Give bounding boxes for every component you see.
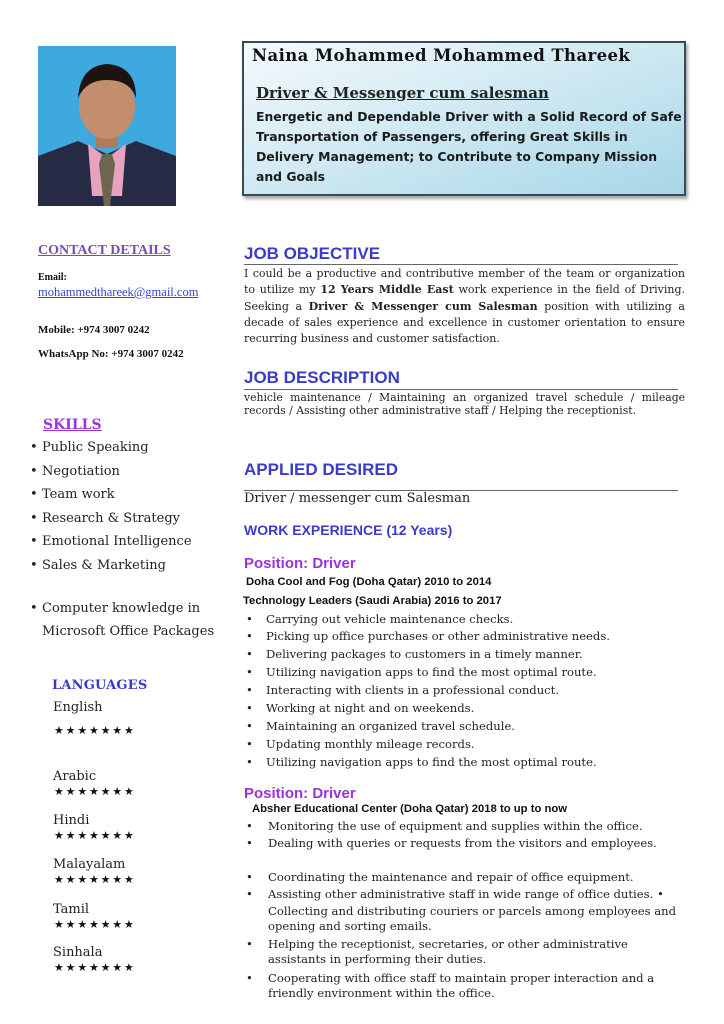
- bullet-icon: •: [246, 683, 253, 697]
- languages-heading: LANGUAGES: [52, 678, 148, 693]
- skill-item: • Negotiation: [30, 464, 120, 479]
- candidate-name: Naina Mohammed Mohammed Thareek: [252, 46, 631, 65]
- skill-item: • Computer knowledge in: [30, 601, 201, 616]
- profile-photo: [38, 46, 176, 206]
- skills-heading: SKILLS: [43, 417, 102, 433]
- job-description-text: vehicle maintenance / Maintaining an organized travel schedule / mileage records / Assisting other administrative staff / Helping the receptionist.: [244, 391, 685, 417]
- skill-item: • Research & Strategy: [30, 511, 180, 526]
- bullet-icon: •: [246, 719, 253, 733]
- position-title: Position: Driver: [244, 785, 356, 802]
- mobile-number: Mobile: +974 3007 0242: [38, 324, 150, 336]
- bullet-icon: •: [30, 487, 38, 502]
- duty-item: • Interacting with clients in a professional conduct.: [246, 683, 560, 697]
- section-divider: [244, 389, 678, 390]
- duty-item: • Helping the receptionist, secretaries, or other administrative assistants in performing their duties.: [246, 937, 628, 966]
- skill-item: • Emotional Intelligence: [30, 534, 192, 549]
- job-objective-heading: JOB OBJECTIVE: [244, 244, 381, 263]
- duty-item: • Coordinating the maintenance and repair of office equipment.: [246, 870, 634, 884]
- bullet-icon: •: [30, 601, 38, 616]
- language-name: Tamil: [53, 902, 90, 917]
- section-divider: [244, 264, 678, 265]
- bullet-icon: •: [246, 870, 253, 884]
- star-rating-icon: ★★★★★★★: [54, 918, 136, 931]
- duty-item: • Working at night and on weekends.: [246, 701, 475, 715]
- language-name: English: [53, 700, 103, 715]
- bullet-icon: •: [246, 737, 253, 751]
- contact-details-heading: CONTACT DETAILS: [38, 243, 171, 258]
- bullet-icon: •: [246, 887, 253, 901]
- duty-item: Collecting and distributing couriers or parcels among employees and opening and sorting emails.: [268, 904, 677, 933]
- skill-item: • Team work: [30, 487, 115, 502]
- portrait-image: [38, 46, 176, 206]
- bullet-icon: •: [30, 464, 38, 479]
- bullet-icon: •: [246, 629, 253, 643]
- star-rating-icon: ★★★★★★★: [54, 785, 136, 798]
- bullet-icon: •: [246, 701, 253, 715]
- language-name: Sinhala: [53, 945, 103, 960]
- duty-item: • Picking up office purchases or other administrative needs.: [246, 629, 610, 643]
- duty-item: • Delivering packages to customers in a timely manner.: [246, 647, 583, 661]
- duty-item: • Utilizing navigation apps to find the most optimal route.: [246, 755, 597, 769]
- duty-item: • Dealing with queries or requests from the visitors and employees.: [246, 836, 657, 850]
- star-rating-icon: ★★★★★★★: [54, 961, 136, 974]
- skill-item-continued: Microsoft Office Packages: [42, 624, 215, 639]
- skill-item: • Public Speaking: [30, 440, 149, 455]
- bullet-icon: •: [246, 819, 253, 833]
- star-rating-icon: ★★★★★★★: [54, 873, 136, 886]
- duty-item: • Carrying out vehicle maintenance checks.: [246, 612, 514, 626]
- duty-item: • Assisting other administrative staff in wide range of office duties. •: [246, 887, 664, 901]
- bullet-icon: •: [246, 665, 253, 679]
- job-objective-text: I could be a productive and contributive member of the team or organization to utilize my 12 Years Middle East work experience in the field of Driving. Seeking a Driver & Messenger cum Salesman position with utilizing a decade of sales experience and excellence in customer orientation to ensure recurring business and customer satisfaction.: [244, 267, 685, 346]
- whatsapp-number: WhatsApp No: +974 3007 0242: [38, 348, 184, 360]
- bullet-icon: •: [246, 937, 253, 951]
- duty-item: • Monitoring the use of equipment and supplies within the office.: [246, 819, 643, 833]
- bullet-icon: •: [246, 755, 253, 769]
- bullet-icon: •: [30, 558, 38, 573]
- candidate-role: Driver & Messenger cum salesman: [256, 84, 549, 102]
- star-rating-icon: ★★★★★★★: [54, 829, 136, 842]
- duty-item: • Maintaining an organized travel schedule.: [246, 719, 515, 733]
- applied-desired-value: Driver / messenger cum Salesman: [244, 491, 471, 506]
- skill-item: • Sales & Marketing: [30, 558, 166, 573]
- position-title: Position: Driver: [244, 555, 356, 572]
- bullet-icon: •: [246, 836, 253, 850]
- language-name: Arabic: [53, 769, 97, 784]
- star-rating-icon: ★★★★★★★: [54, 724, 136, 737]
- company-entry: Technology Leaders (Saudi Arabia) 2016 to 2017: [243, 595, 502, 607]
- duty-item: • Cooperating with office staff to maintain proper interaction and a friendly environment within the office.: [246, 971, 655, 1000]
- language-name: Malayalam: [53, 857, 126, 872]
- company-entry: Doha Cool and Fog (Doha Qatar) 2010 to 2014: [246, 576, 492, 588]
- bullet-icon: •: [30, 511, 38, 526]
- header-banner: [242, 41, 686, 196]
- bullet-icon: •: [30, 440, 38, 455]
- job-description-heading: JOB DESCRIPTION: [244, 368, 400, 387]
- email-link[interactable]: mohammedthareek@gmail.com: [38, 285, 199, 299]
- email-label: Email:: [38, 272, 67, 283]
- bullet-icon: •: [246, 612, 253, 626]
- work-experience-heading: WORK EXPERIENCE (12 Years): [244, 522, 453, 538]
- company-entry: Absher Educational Center (Doha Qatar) 2018 to up to now: [252, 803, 568, 815]
- applied-desired-heading: APPLIED DESIRED: [244, 460, 398, 479]
- duty-item: • Utilizing navigation apps to find the most optimal route.: [246, 665, 597, 679]
- language-name: Hindi: [53, 813, 90, 828]
- duty-item: • Updating monthly mileage records.: [246, 737, 475, 751]
- candidate-tagline: Energetic and Dependable Driver with a Solid Record of Safe Transportation of Passengers, offering Great Skills in Delivery Management; to Contribute to Company Mission and Goals: [256, 109, 682, 184]
- bullet-icon: •: [246, 971, 253, 985]
- bullet-icon: •: [246, 647, 253, 661]
- bullet-icon: •: [30, 534, 38, 549]
